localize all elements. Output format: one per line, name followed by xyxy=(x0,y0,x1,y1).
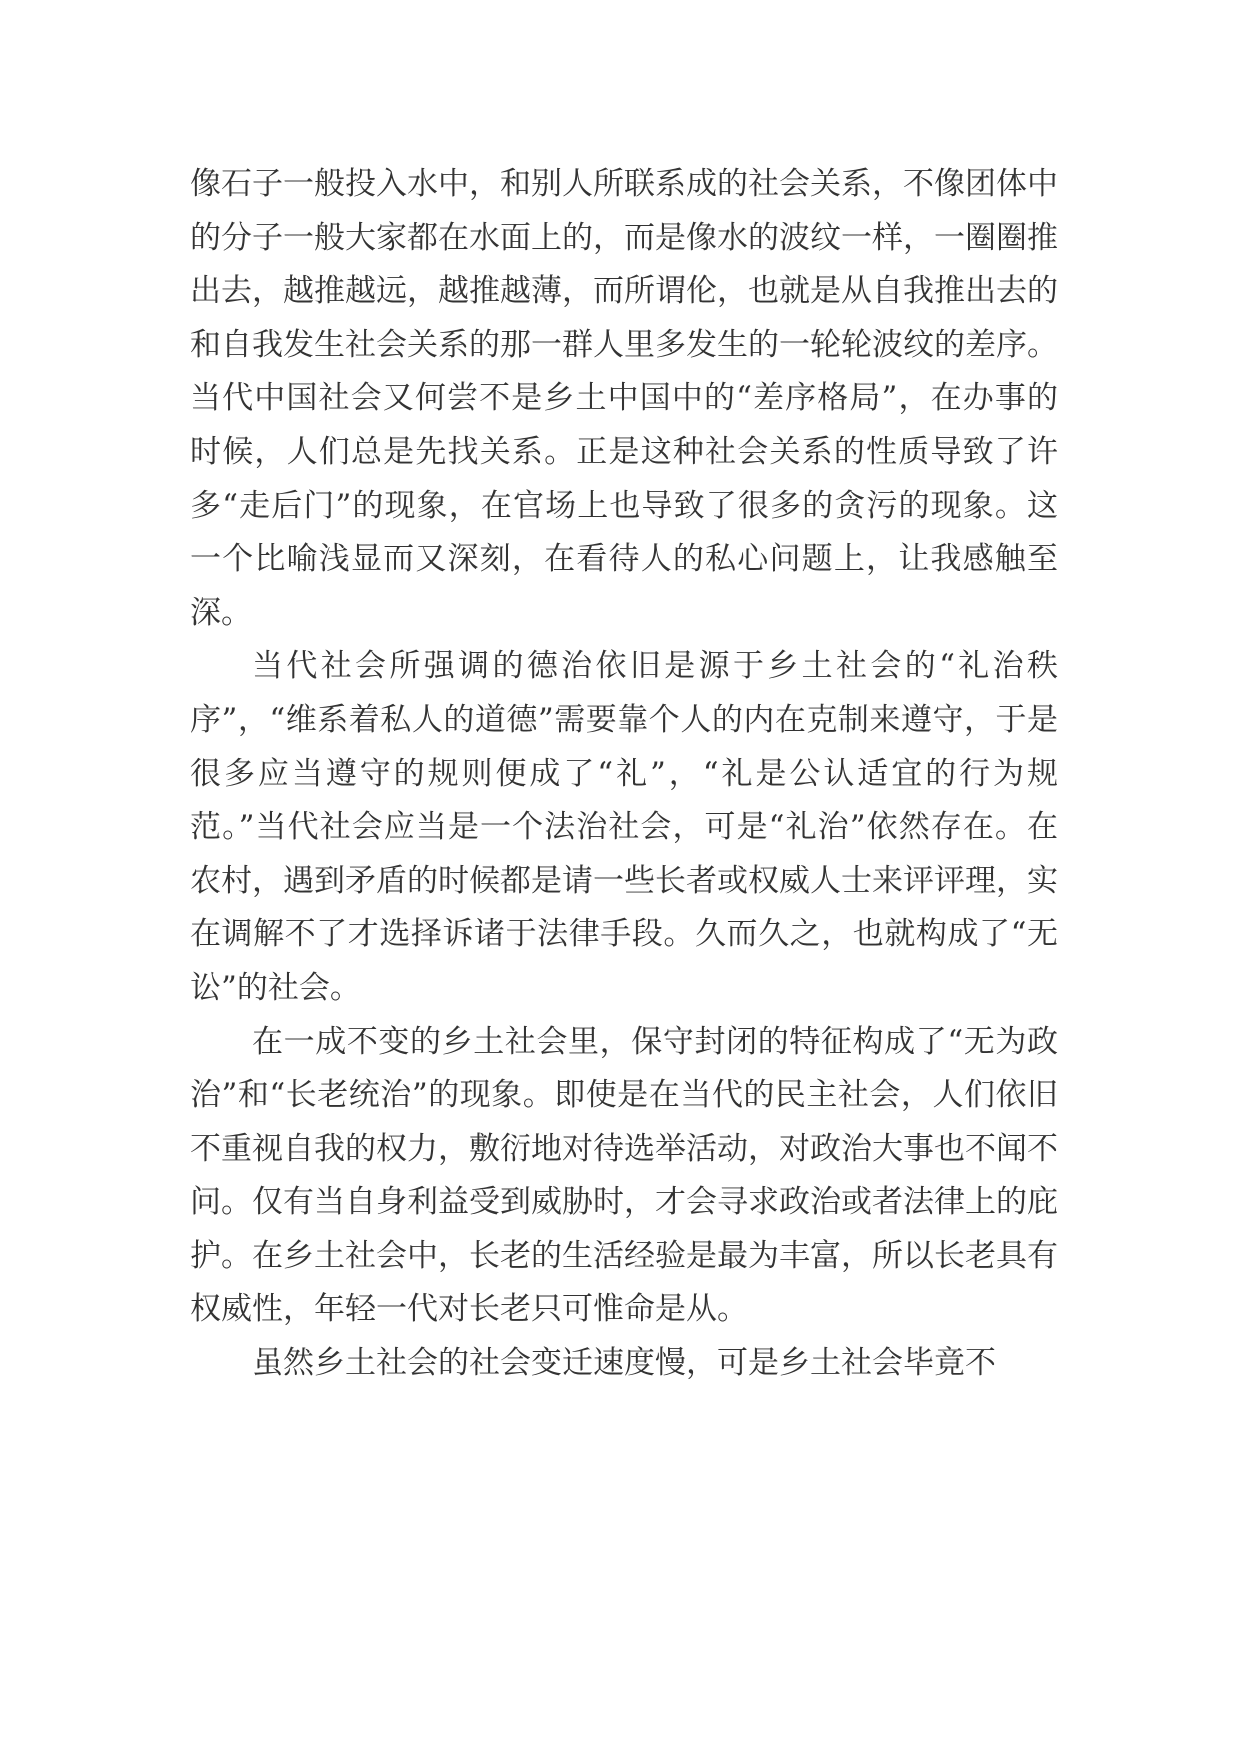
document-body xyxy=(190,158,1058,1391)
paragraph-3: 在一成不变的乡土社会里，保守封闭的特征构成了“无为政治”和“长老统治”的现象。即使是在当代的民主社会，人们依旧不重视自我的权力，敷衍地对待选举活动，对政治大事也不闻不问。仅有当自身利益受到威胁时，才会寻求政治或者法律上的庇护。在乡土社会中，长老的生活经验是最为丰富，所以长老具有权威性，年轻一代对长老只可惟命是从。 xyxy=(190,1023,1058,1328)
paragraph-4: 虽然乡土社会的社会变迁速度慢，可是乡土社会毕竟不 xyxy=(252,1345,996,1382)
paragraph-1: 像石子一般投入水中，和别人所联系成的社会关系，不像团体中的分子一般大家都在水面上的，而是像水的波纹一样，一圈圈推出去，越推越远，越推越薄，而所谓伦，也就是从自我推出去的和自我发生社会关系的那一群人里多发生的一轮轮波纹的差序。当代中国社会又何尝不是乡土中国中的“差序格局”，在办事的时候，人们总是先找关系。正是这种社会关系的性质导致了许多“走后门”的现象，在官场上也导致了很多的贪污的现象。这一个比喻浅显而又深刻，在看待人的私心问题上，让我感触至深。 xyxy=(190,166,1058,631)
paragraph-2: 当代社会所强调的德治依旧是源于乡土社会的“礼治秩序”，“维系着私人的道德”需要靠个人的内在克制来遵守，于是很多应当遵守的规则便成了“礼”，“礼是公认适宜的行为规范。”当代社会应当是一个法治社会，可是“礼治”依然存在。在农村，遇到矛盾的时候都是请一些长者或权威人士来评评理，实在调解不了才选择诉诸于法律手段。久而久之，也就构成了“无讼”的社会。 xyxy=(190,648,1058,1006)
